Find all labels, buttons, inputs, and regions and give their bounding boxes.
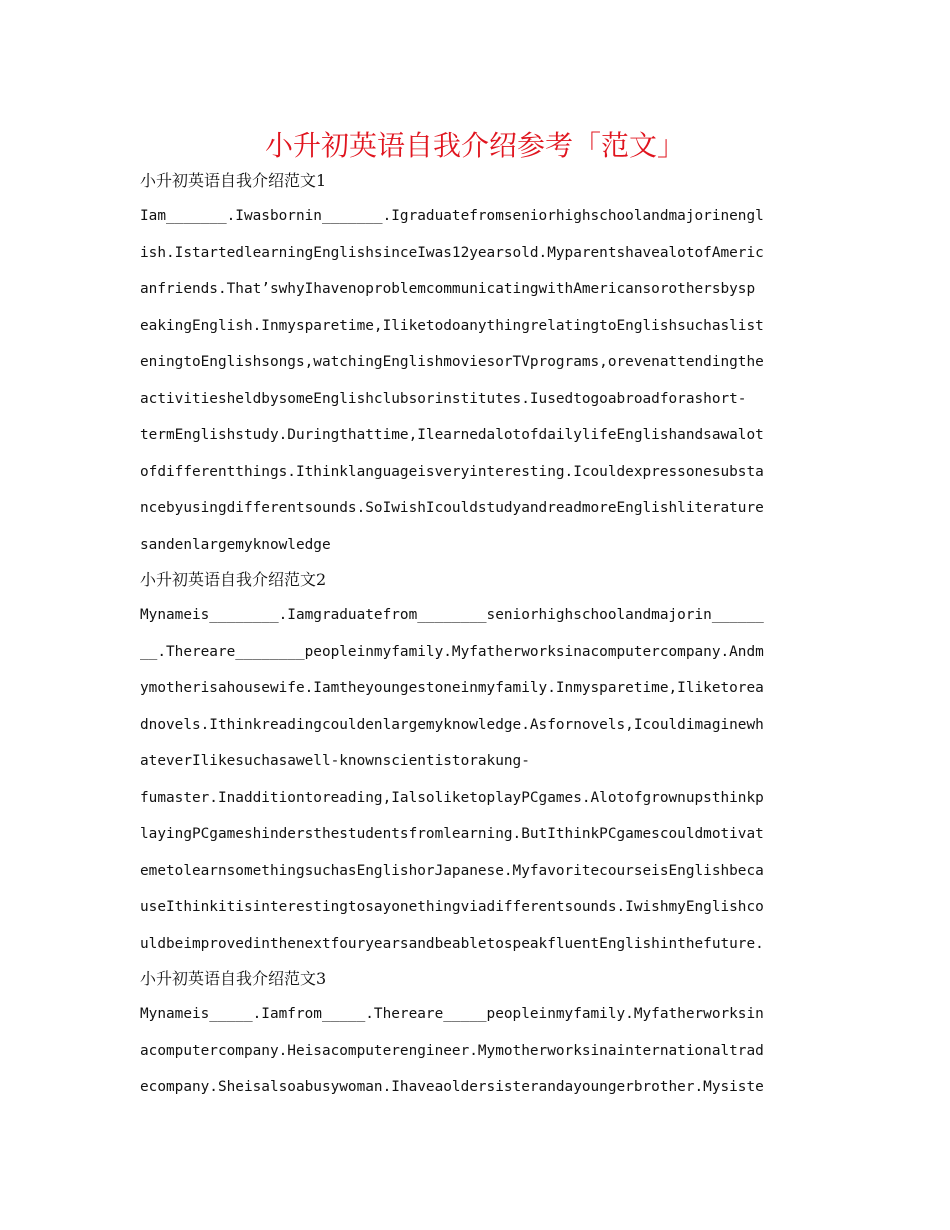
- text-line: termEnglishstudy.Duringthattime,IlearnedalotofdailylifeEnglishandsawalot: [140, 427, 764, 443]
- text-line: emetolearnsomethingsuchasEnglishorJapanese.MyfavoritecourseisEnglishbeca: [140, 862, 764, 879]
- text-line: ofdifferentthings.Ithinklanguageisveryinteresting.Icouldexpressonesubsta: [140, 463, 764, 480]
- document-body: [140, 164, 812, 1106]
- section-2: [140, 563, 812, 962]
- text-line: eningtoEnglishsongs,watchingEnglishmoviesorTVprograms,orevenattendingthe: [140, 354, 764, 370]
- text-line: ish.IstartedlearningEnglishsinceIwas12yearsold.MyparentshavealotofAmeric: [140, 244, 764, 261]
- text-line: uldbeimprovedinthenextfouryearsandbeabletospeakfluentEnglishinthefuture.: [140, 935, 764, 952]
- document-title: 小升初英语自我介绍参考「范文」: [264, 129, 685, 162]
- text-line: ateverIlikesuchasawell-knownscientistorakung-: [140, 753, 530, 769]
- text-line: __.Thereare________peopleinmyfamily.Myfatherworksinacomputercompany.Andm: [140, 643, 764, 660]
- text-line: ncebyusingdifferentsounds.SoIwishIcouldstudyandreadmoreEnglishliterature: [140, 500, 764, 516]
- section-heading: 小升初英语自我介绍范文3: [140, 969, 327, 988]
- section-heading: 小升初英语自我介绍范文2: [140, 570, 327, 589]
- text-line: useIthinkitisinterestingtosayonethingviadifferentsounds.IwishmyEnglishco: [140, 899, 764, 915]
- section-3: [140, 962, 812, 1106]
- text-line: layingPCgameshindersthestudentsfromlearning.ButIthinkPCgamescouldmotivat: [140, 826, 764, 842]
- text-line: ymotherisahousewife.Iamtheyoungestoneinmyfamily.Inmysparetime,Iliketorea: [140, 680, 764, 696]
- text-line: ecompany.Sheisalsoabusywoman.Ihaveaoldersisterandayoungerbrother.Mysiste: [140, 1079, 764, 1095]
- text-line: Mynameis_____.Iamfrom_____.Thereare_____peopleinmyfamily.Myfatherworksin: [140, 1006, 764, 1022]
- text-line: activitiesheldbysomeEnglishclubsorinstitutes.Iusedtogoabroadforashort-: [140, 390, 747, 407]
- text-line: fumaster.Inadditiontoreading,IalsoliketoplayPCgames.Alotofgrownupsthinkp: [140, 789, 764, 806]
- text-line: sandenlargemyknowledge: [140, 536, 331, 553]
- text-line: Mynameis________.Iamgraduatefrom________seniorhighschoolandmajorin______: [140, 607, 764, 623]
- section-heading: 小升初英语自我介绍范文1: [140, 171, 327, 190]
- text-line: Iam_______.Iwasbornin_______.Igraduatefromseniorhighschoolandmajorinengl: [140, 208, 764, 224]
- text-line: anfriends.That’swhyIhavenoproblemcommunicatingwithAmericansorothersbysp: [140, 281, 756, 297]
- section-1: [140, 164, 812, 563]
- text-line: eakingEnglish.Inmysparetime,IliketodoanythingrelatingtoEnglishsuchaslist: [140, 317, 764, 334]
- text-line: acomputercompany.Heisacomputerengineer.Mymotherworksinainternationaltrad: [140, 1042, 764, 1059]
- text-line: dnovels.Ithinkreadingcouldenlargemyknowledge.Asfornovels,Icouldimaginewh: [140, 716, 764, 733]
